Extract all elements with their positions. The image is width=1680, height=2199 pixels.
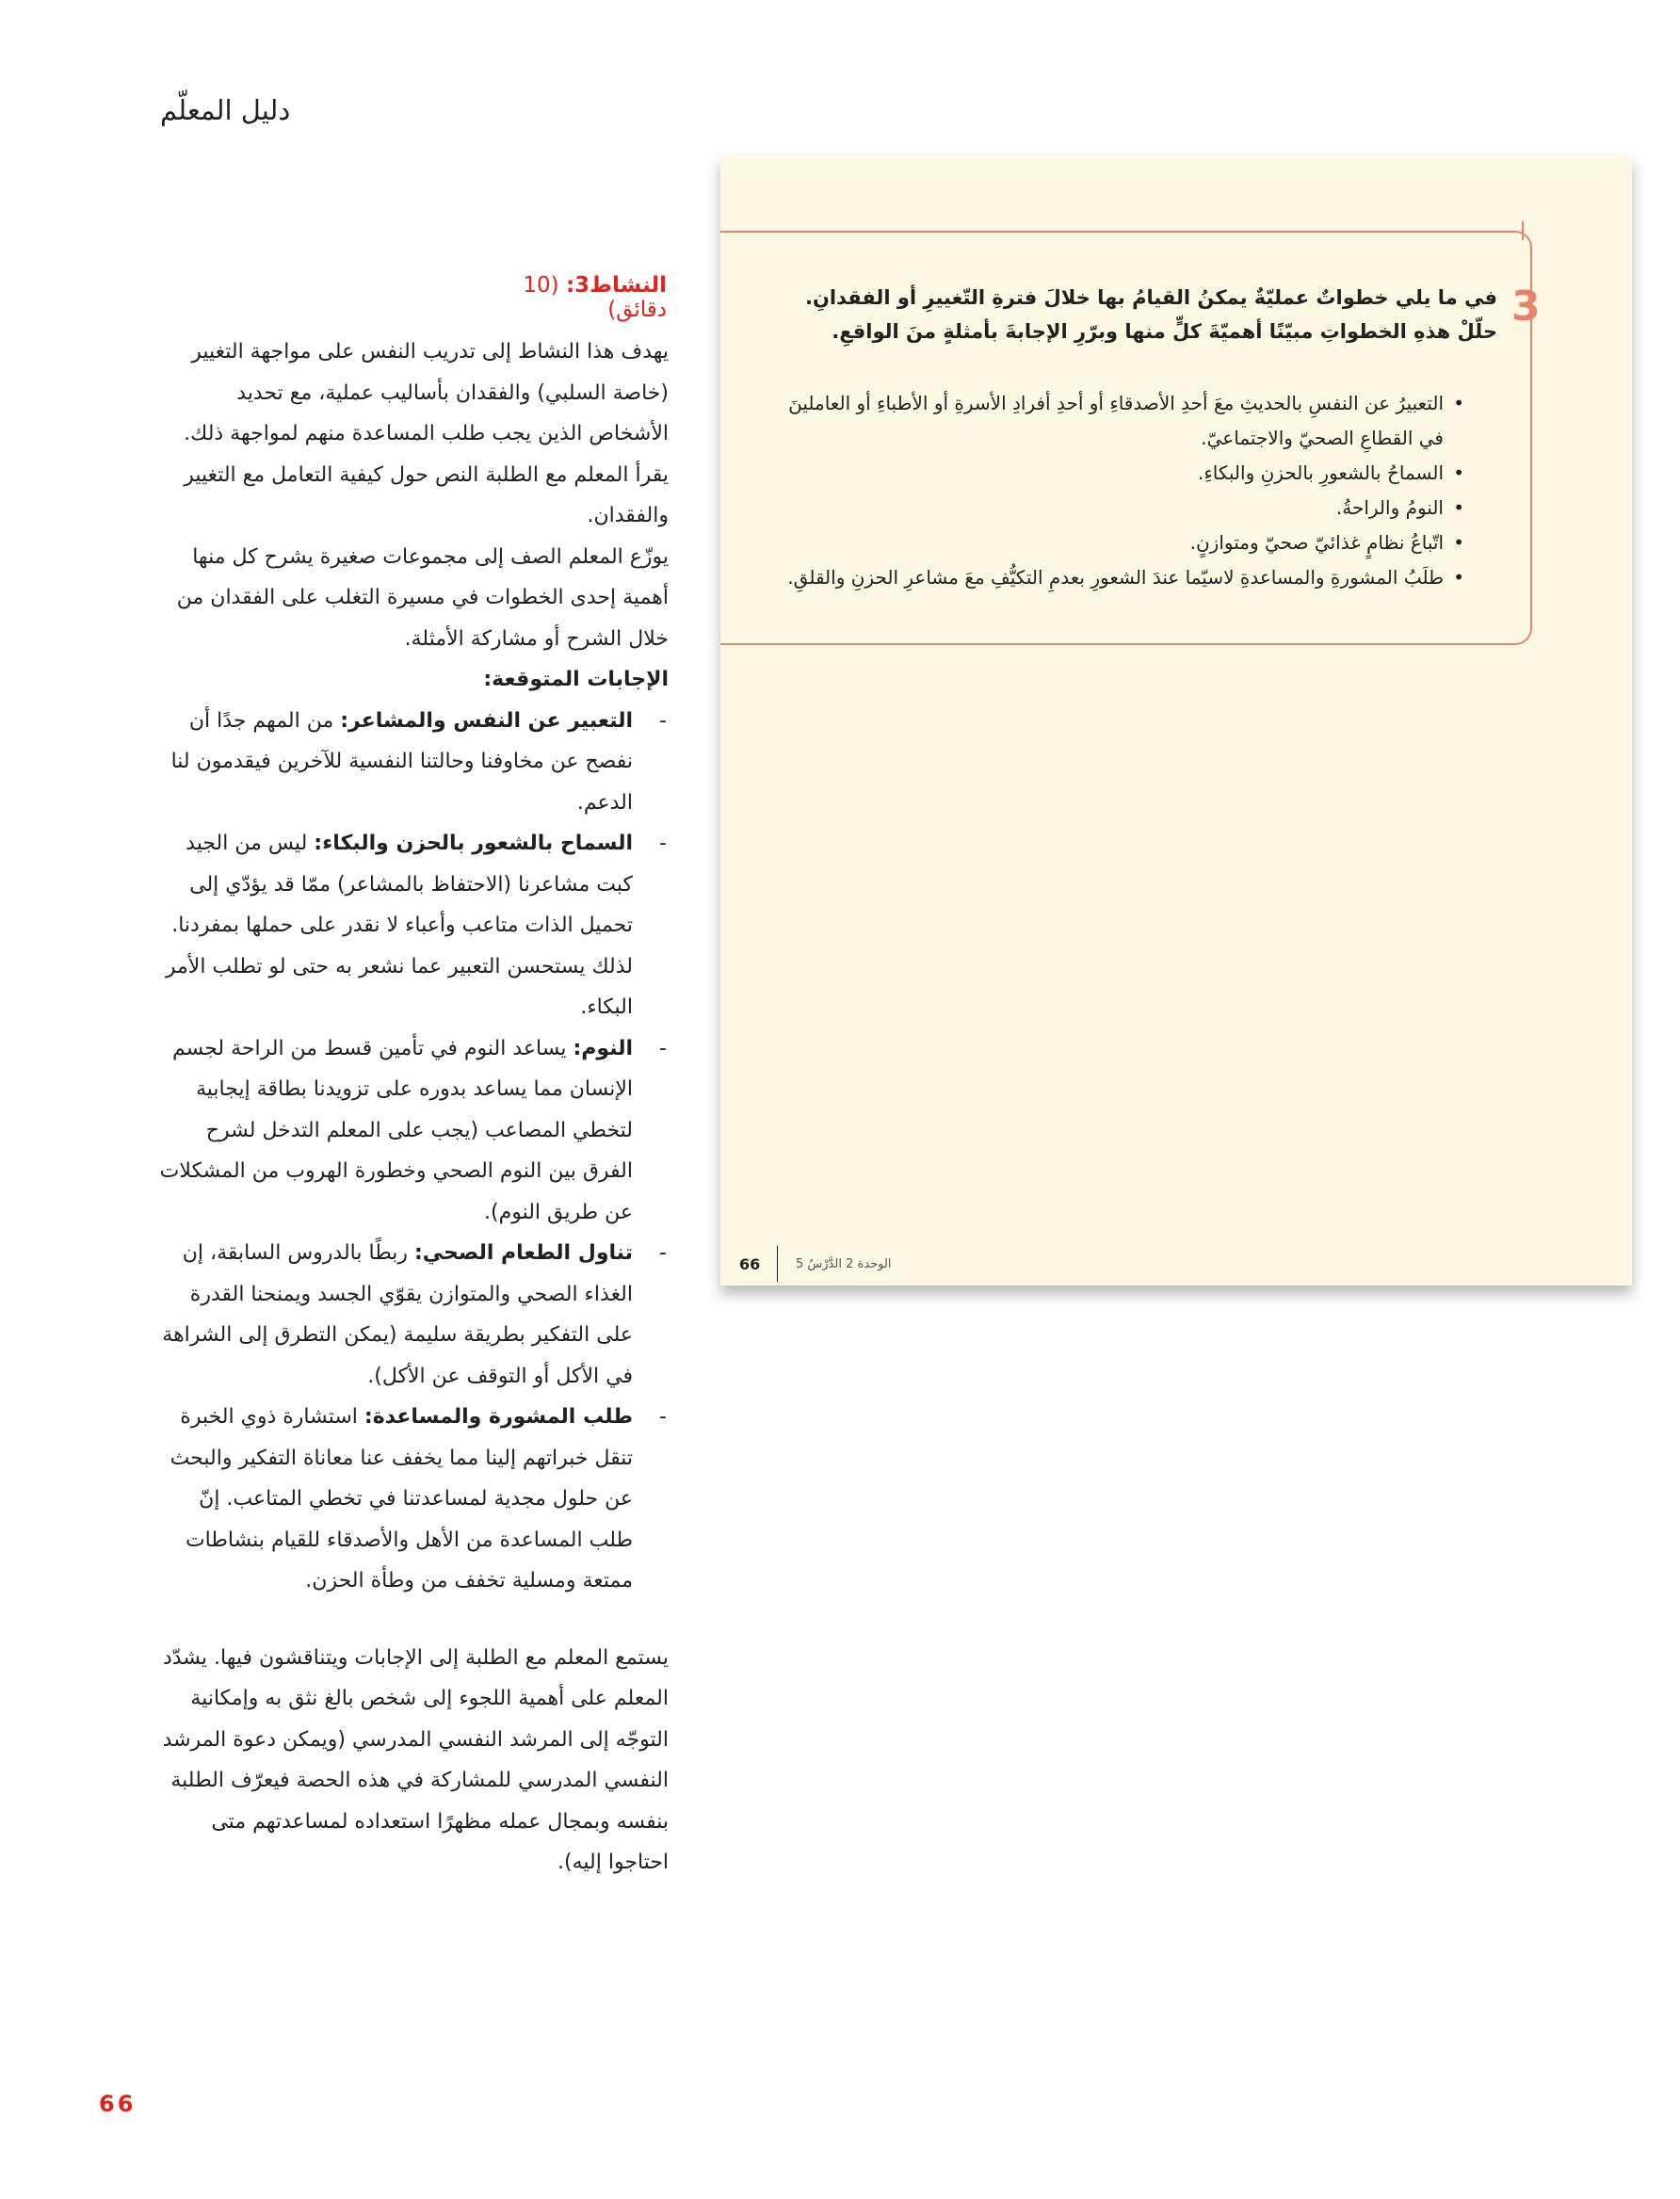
answer-item [151, 823, 669, 1028]
list-item: • النومُ والراحةُ. [786, 491, 1464, 525]
question-text: في ما يلي خطواتٌ عمليّةٌ يمكنُ القيامُ بها خلالَ فترةِ التّغييرِ أو الفقدانِ. حلّلْ هذهِ الخطواتِ مبيّنًا أهميّةَ كلٍّ منها وبرّرِ الإجابةَ بأمثلةٍ منَ الواقعِ. [804, 286, 1497, 343]
answer-text: من المهم جدًا أن نفصح عن مخاوفنا وحالتنا النفسية للآخرين فيقدمون لنا الدعم. [170, 708, 633, 815]
paragraph: يقرأ المعلم مع الطلبة النص حول كيفية التعامل مع التغيير والفقدان. [184, 462, 669, 527]
page-number: 66 [99, 2091, 137, 2117]
student-page-thumbnail [720, 155, 1632, 1285]
activity-duration: (10 دقائق) [523, 273, 667, 322]
footer-divider [777, 1246, 778, 1282]
answers-list [155, 701, 669, 1602]
list-item: • طلَبُ المشورةِ والمساعدةِ لاسيّما عندَ الشعورِ بعدمِ التكيُّفِ معَ مشاعرِ الحزنِ والقلقِ. [786, 560, 1464, 595]
answer-item [151, 1028, 669, 1234]
answer-term: طلب المشورة والمساعدة: [363, 1405, 633, 1429]
guide-body [155, 331, 669, 1884]
answers-heading: الإجابات المتوقعة: [483, 668, 669, 691]
answer-term: النوم: [573, 1036, 633, 1060]
list-item: • اتّباعُ نظامٍ غذائيّ صحيّ ومتوازنٍ. [786, 525, 1464, 560]
activity-title [469, 273, 667, 322]
answer-term: تناول الطعام الصحي: [413, 1241, 633, 1265]
paragraph: يهدف هذا النشاط إلى تدريب النفس على مواجهة التغيير (خاصة السلبي) والفقدان بأساليب عملية، مع تحديد الأشخاص الذين يجب طلب المساعدة منهم لمواجهة ذلك. [184, 340, 669, 445]
paragraph: يوزّع المعلم الصف إلى مجموعات صغيرة يشرح كل منها أهمية إحدى الخطوات في مسيرة التغلب على الفقدان من خلال الشرح أو مشاركة الأمثلة. [176, 544, 669, 651]
answer-text: ربطًا بالدروس السابقة، إن الغذاء الصحي والمتوازن يقوّي الجسد ويمنحنا القدرة على التفكير بطريقة سليمة (يمكن التطرق إلى الشراهة في الأكل أو التوقف عن الأكل). [162, 1241, 633, 1388]
list-item: • التعبيرُ عن النفسِ بالحديثِ معَ أحدِ الأصدقاءِ أو أحدِ أفرادِ الأسرةِ أو الأطباءِ أو العاملينَ في القطاعِ الصحيّ والاجتماعيّ. [786, 386, 1464, 456]
guide-header-title: دليل المعلّم [160, 94, 291, 126]
answer-item [151, 1397, 669, 1602]
frame-hook [1522, 221, 1524, 240]
answer-text: ليس من الجيد كبت مشاعرنا (الاحتفاظ بالمشاعر) ممّا قد يؤدّي إلى تحميل الذات متاعب وأعباء لا نقدر على حملها بمفردنا. لذلك يستحسن التعبير عما نشعر به حتى لو تطلب الأمر البكاء. [165, 832, 633, 1019]
activity-label: النشاط3: [565, 273, 667, 298]
student-page-number: 66 [739, 1255, 761, 1273]
student-page-unit-lesson: الوحدة 2 الدَّرْسُ 5 [796, 1257, 892, 1271]
answer-term: التعبير عن النفس والمشاعر: [340, 708, 633, 733]
answer-item [151, 701, 669, 824]
answer-text: يساعد النوم في تأمين قسط من الراحة لجسم الإنسان مما يساعد بدوره على تزويدنا بطاقة إيجابية لتخطي المصاعب (يجب على المعلم التدخل لشرح الفرق بين النوم الصحي وخطورة الهروب من المشكلات عن طريق النوم). [159, 1036, 633, 1224]
question-items-list [786, 386, 1464, 595]
question-number: 3 [1511, 283, 1541, 331]
answer-term: السماح بالشعور بالحزن والبكاء: [314, 832, 633, 855]
list-item: • السماحُ بالشعورِ بالحزنِ والبكاءِ. [786, 456, 1464, 491]
answer-item [151, 1233, 669, 1397]
answer-text: استشارة ذوي الخبرة تنقل خبراتهم إلينا مما يخفف عنا معاناة التفكير والبحث عن حلول مجدية لمساعدتنا في تخطي المتاعب. إنّ طلب المساعدة من الأهل والأصدقاء للقيام بنشاطات ممتعة ومسلية تخفف من وطأة الحزن. [170, 1405, 633, 1593]
closing-paragraph: يستمع المعلم مع الطلبة إلى الإجابات ويتناقشون فيها. يشدّد المعلم على أهمية اللجوء إلى شخص بالغ نثق به وإمكانية التوجّه إلى المرشد النفسي المدرسي (ويمكن دعوة المرشد النفسي المدرسي للمشاركة في هذه الحصة فيعرّف الطلبة بنفسه وبمجال عمله مظهرًا استعداده لمساعدتهم متى احتاجوا إليه). [162, 1645, 669, 1874]
